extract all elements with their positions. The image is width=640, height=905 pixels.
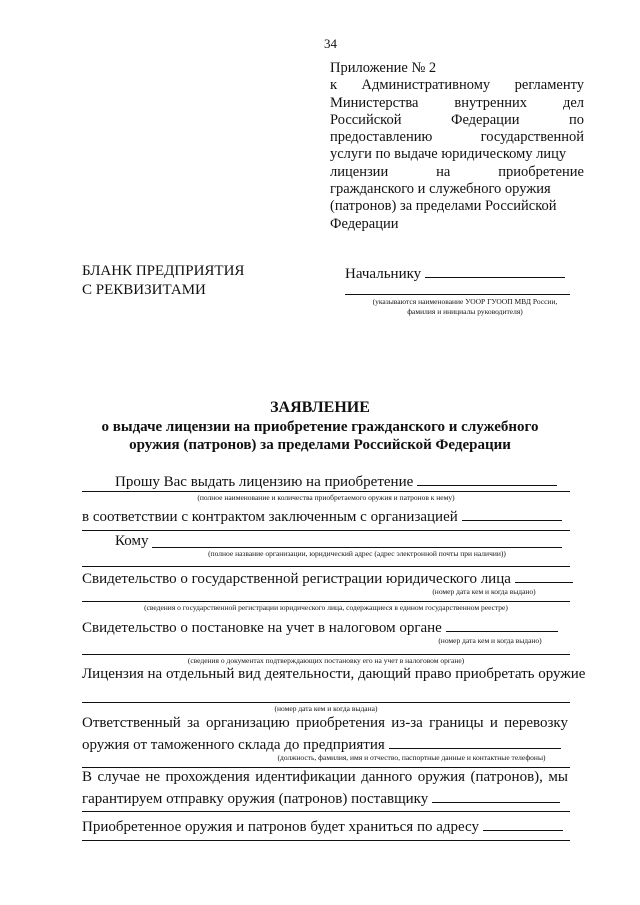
appendix-line: услуги по выдаче юридическому лицу [330,146,567,163]
addressee-line-2[interactable] [345,294,570,295]
registration-field[interactable] [515,568,573,583]
appendix-block [330,60,584,233]
to-line-2[interactable] [82,566,570,567]
license-line: Лицензия на отдельный вид деятельности, дающий право приобретать оружие [82,666,586,682]
appendix-line: гражданского и служебного оружия [330,181,551,198]
appendix-line: лицензии на приобретение [330,163,584,180]
contract-line: в соответствии с контрактом заключенным с организацией [82,506,562,526]
contract-field[interactable] [462,506,562,521]
document-title: ЗАЯВЛЕНИЕ [270,399,370,416]
addressee-field[interactable] [425,263,565,278]
registration-note-2: (сведения о государственной регистрации юридического лица, содержащиеся в едином государственном реестре) [144,603,508,612]
responsible-line-2: оружия от таможенного склада до предприятия [82,734,561,754]
guarantee-field[interactable] [432,788,560,803]
guarantee-line-3[interactable] [82,811,570,812]
letterhead-placeholder: БЛАНК ПРЕДПРИЯТИЯ С РЕКВИЗИТАМИ [82,263,245,298]
appendix-title: Приложение № 2 [330,60,437,76]
appendix-line: Федерации [330,215,399,232]
tax-note: (номер дата кем и когда выдано) [438,636,542,645]
addressee-line [345,263,565,283]
request-line: Прошу Вас выдать лицензию на приобретение [115,471,557,491]
addressee-note: (указываются наименование УООР ГУООП МВД России, фамилия и инициалы руководителя) [372,297,558,316]
license-note: (номер дата кем и когда выдана) [274,704,378,713]
storage-line-2[interactable] [82,840,570,841]
contract-line-2[interactable] [82,530,570,531]
request-field[interactable] [417,471,557,486]
page-number: 34 [324,36,337,51]
responsible-note: (должность, фамилия, имя и отчество, паспортные данные и контактные телефоны) [277,753,546,762]
storage-line: Приобретенное оружия и патронов будет храниться по адресу [82,816,563,836]
tax-line: Свидетельство о постановке на учет в налоговом органе [82,617,558,637]
responsible-line-3[interactable] [82,767,570,768]
tax-field[interactable] [446,617,558,632]
storage-field[interactable] [483,816,563,831]
tax-note-2: (сведения о документах подтверждающих постановку его на учет в налоговом органе) [187,656,465,665]
appendix-line: предоставлению государственной [330,129,584,146]
responsible-field[interactable] [389,734,561,749]
registration-line-2[interactable] [82,601,570,602]
responsible-line-1: Ответственный за организацию приобретения из-за границы и перевозку [82,715,568,731]
to-field[interactable] [152,547,562,548]
to-line: Кому [115,533,149,549]
request-line-2[interactable] [82,491,570,492]
guarantee-line-1: В случае не прохождения идентификации данного оружия (патронов), мы [82,769,568,785]
appendix-line: (патронов) за пределами Российской [330,198,557,215]
guarantee-line-2: гарантируем отправку оружия (патронов) поставщику [82,788,560,808]
appendix-line: Российской Федерации по [330,111,584,128]
document-subtitle-1: о выдаче лицензии на приобретение гражданского и служебного [101,419,539,435]
registration-line: Свидетельство о государственной регистрации юридического лица [82,568,573,588]
to-note: (полное название организации, юридический адрес (адрес электронной почты при наличии)) [208,549,506,558]
request-note: (полное наименование и количества приобретаемого оружия и патронов к нему) [197,493,455,502]
addressee-label: Начальнику [345,266,422,282]
appendix-line: к Административному регламенту [330,77,584,94]
tax-line-2[interactable] [82,654,570,655]
license-field[interactable] [82,702,570,703]
appendix-line: Министерства внутренних дел [330,94,584,111]
document-subtitle-2: оружия (патронов) за пределами Российской Федерации [129,437,511,453]
registration-note: (номер дата кем и когда выдано) [432,587,536,596]
